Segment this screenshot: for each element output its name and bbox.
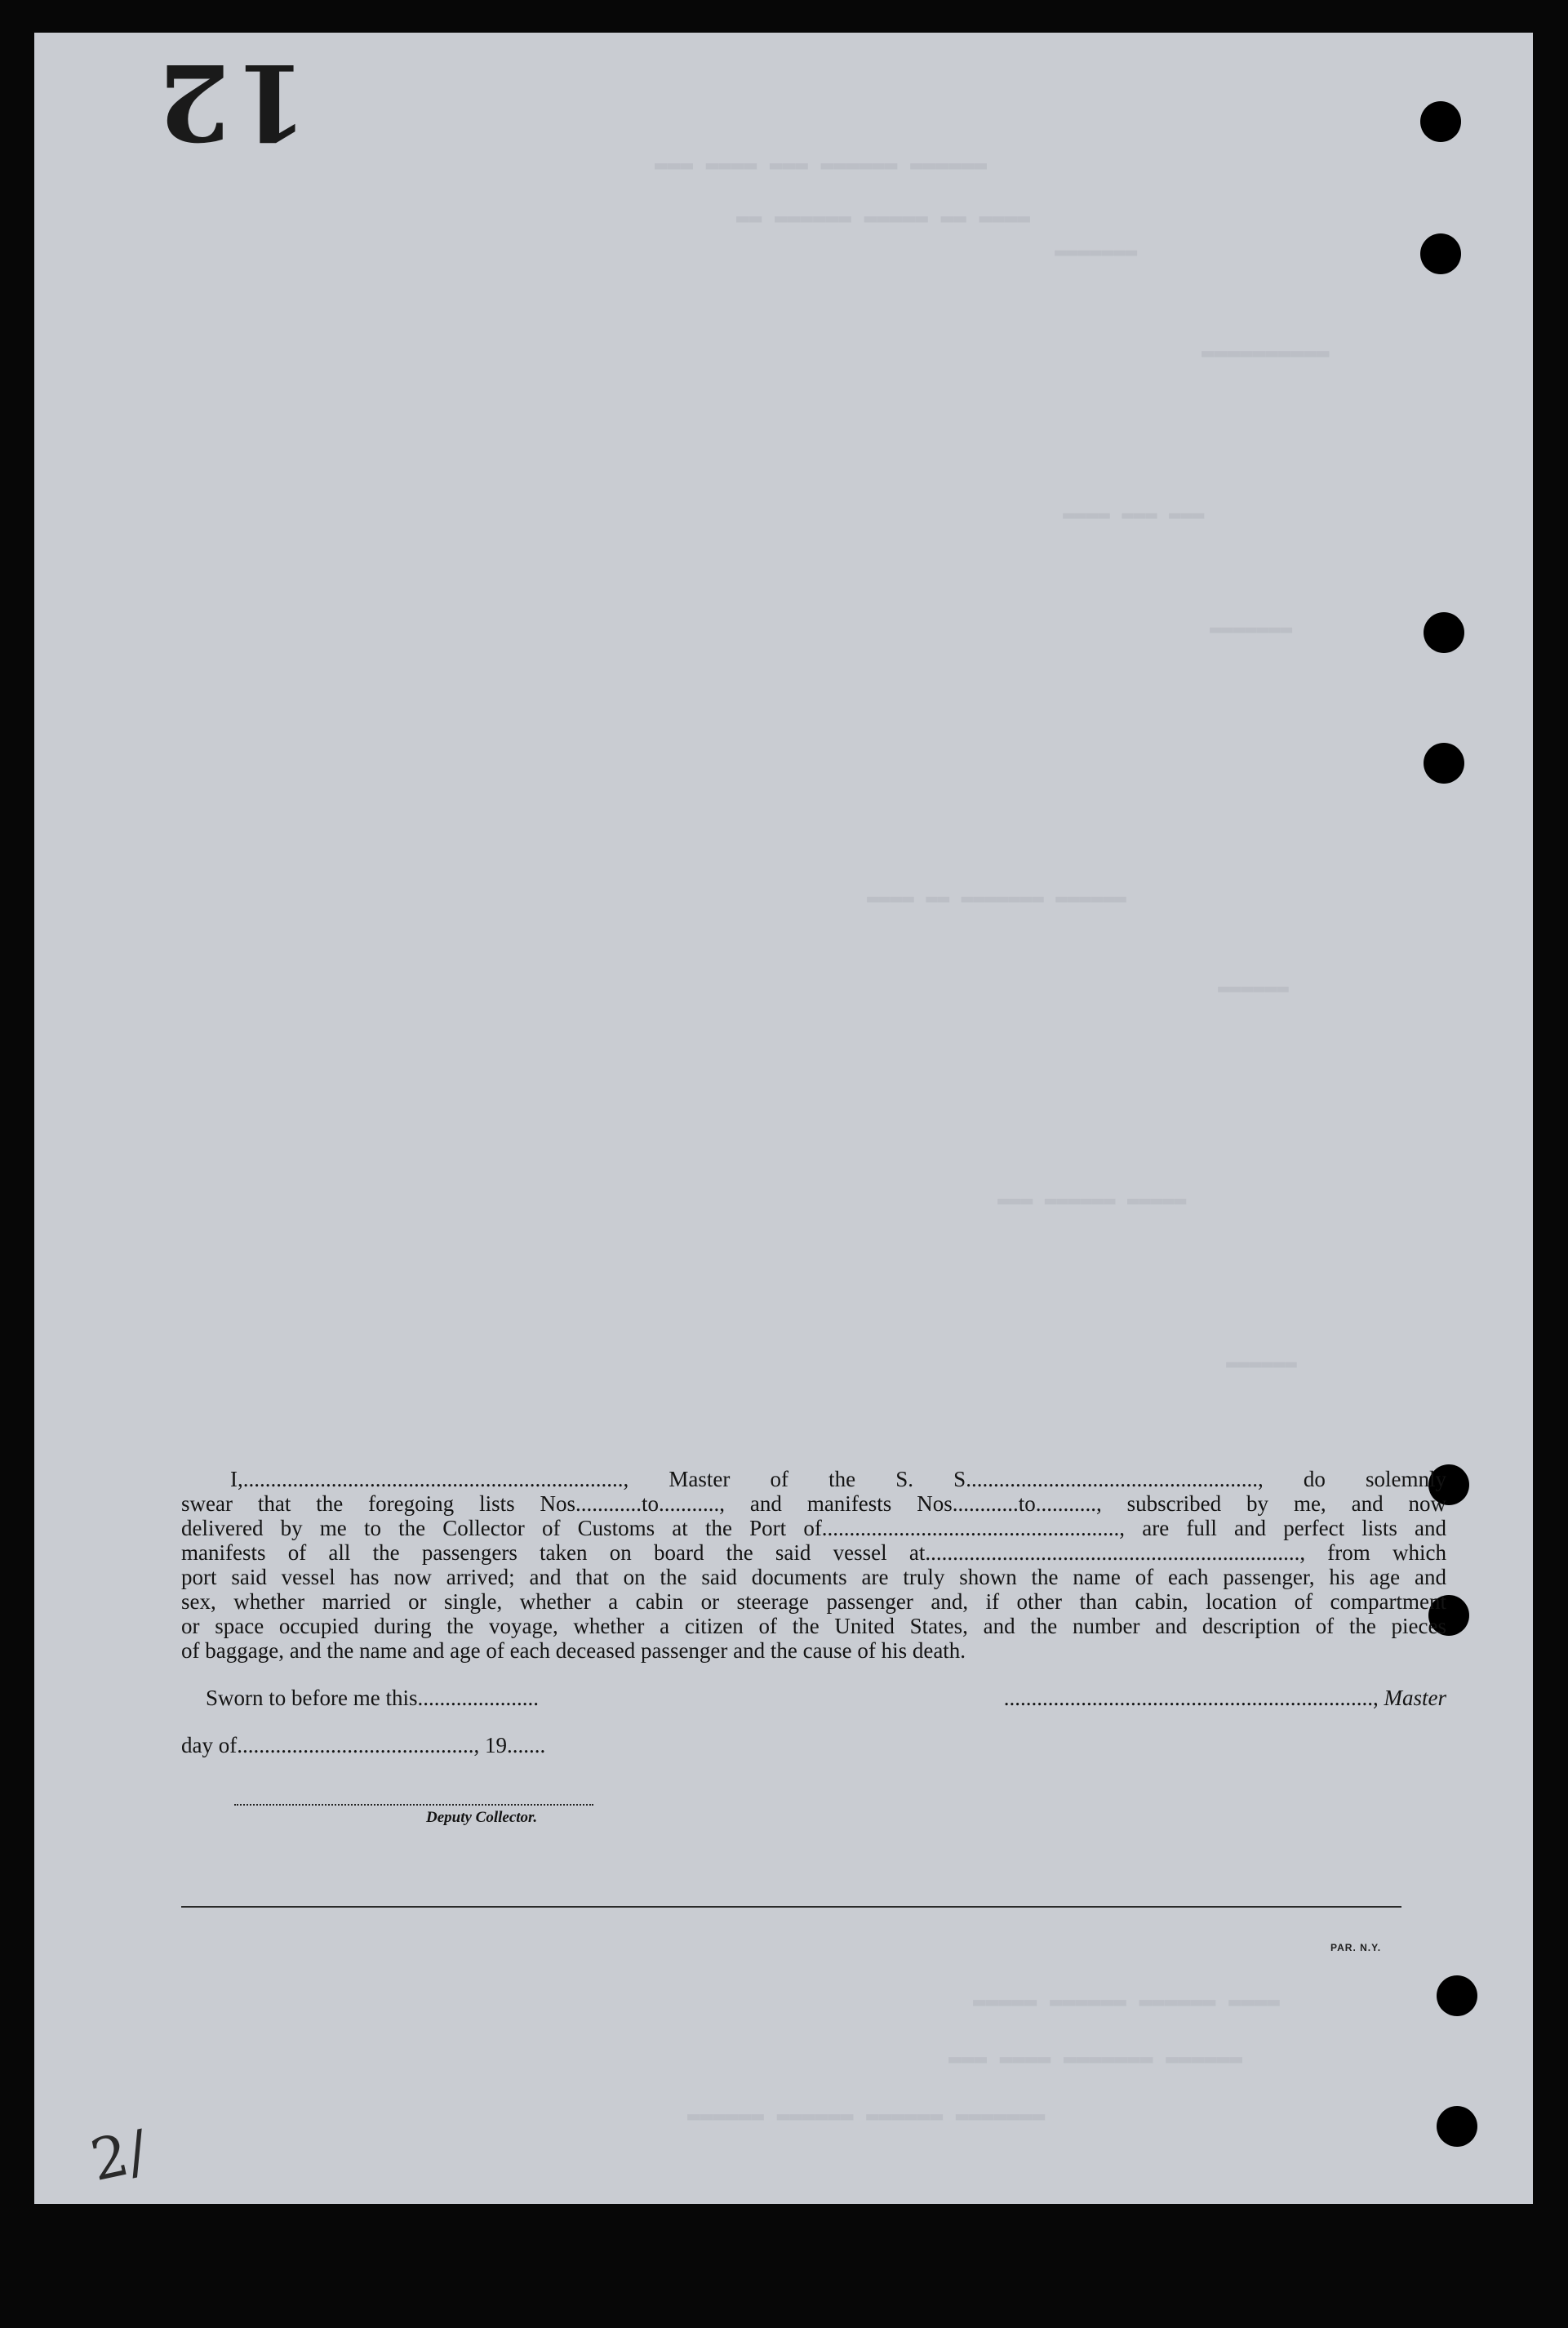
oath-line: delivered by me to the Collector of Customs at the Port of......................................................, are full and perfect lists and	[181, 1516, 1446, 1540]
sworn-text: Sworn to before me this......................	[206, 1686, 539, 1710]
master-label: Master	[1384, 1686, 1446, 1710]
oath-line: port said vessel has now arrived; and that on the said documents are truly shown the name of each passenger, his age and	[181, 1565, 1446, 1589]
master-signature	[1004, 1686, 1446, 1711]
oath-line: I,....................................................................., Master of the S. S....................................................., do solemnly	[230, 1467, 1446, 1491]
oath-line: or space occupied during the voyage, whether a citizen of the United States, and the number and description of the pieces	[181, 1614, 1446, 1638]
oath-line: manifests of all the passengers taken on board the said vessel at...................................................................., from which	[181, 1540, 1446, 1565]
punch-hole	[1437, 2106, 1477, 2147]
handwritten-mark: 2/	[85, 2117, 153, 2195]
punch-hole	[1424, 743, 1464, 784]
punch-hole	[1420, 101, 1461, 142]
oath-line: of baggage, and the name and age of each deceased passenger and the cause of his death.	[181, 1638, 966, 1663]
manifest-page: 12 ▬▬▬▬▬▬ ▬▬▬▬▬▬ ▬▬▬ ▬▬▬▬ ▬▬▬ ▬▬▬▬ ▬▬ ▬▬▬▬▬ ▬▬▬▬▬▬ ▬▬ ▬▬▬▬▬▬▬ ▬▬▬▬▬▬▬▬▬▬ ▬▬▬ ▬▬▬ ▬▬▬▬ ▬▬▬▬▬▬▬ ▬▬▬▬▬▬ ▬▬▬▬▬▬▬ ▬▬ ▬▬▬▬ ▬▬▬▬▬▬ ▬▬▬▬▬ ▬▬▬▬▬▬ ▬▬▬ ▬▬▬▬▬▬ ▬▬▬▬ ▬▬▬▬▬▬ ▬▬▬▬▬▬ ▬▬▬▬▬ ▬▬▬▬▬▬ ▬▬▬▬▬▬▬ ▬▬▬▬ ▬▬▬ ▬▬▬▬▬▬▬ ▬▬▬▬▬▬ ▬▬▬▬▬▬ ▬▬▬▬▬▬ I,....................................................................., Master of the S. S....................................................., do solemnly swear that the foregoing lists Nos............to..........., and manifests Nos............to..........., subscribed by me, and now delivered by me to the Collector of Customs at the Port of......................................................, are full and perfect lists and manifests of all the passengers taken on board the said vessel at...................................................................., from which port said vessel has now arrived; and that on the said documents are truly shown the name of each passenger, his age and sex, whether married or single, whether a cabin or steerage passenger and, if other than cabin, location of compartment or space occupied during the voyage, whether a citizen of the United States, and the number and description of the pieces of baggage, and the name and age of each deceased passenger and the cause of his death. Sworn to before me this...................... ..................................................................., Master day of..........................................., 19....... Deputy Collector. PAR. N.Y. 2/	[34, 33, 1533, 2204]
punch-hole	[1420, 233, 1461, 274]
oath-line: sex, whether married or single, whether a cabin or steerage passenger and, if other than cabin, location of compartment	[181, 1589, 1446, 1614]
page-number: 12	[153, 40, 309, 162]
day-text: day of..........................................., 19.......	[181, 1733, 546, 1757]
punch-hole	[1437, 1975, 1477, 2016]
punch-hole	[1424, 612, 1464, 653]
day-row	[181, 1733, 1446, 1758]
deputy-signature-line	[234, 1804, 593, 1806]
deputy-collector-label: Deputy Collector.	[426, 1809, 538, 1826]
oath-paragraph	[181, 1467, 1446, 1663]
master-signature-line: ...................................................................,	[1003, 1686, 1384, 1710]
sworn-row	[181, 1686, 1446, 1711]
horizontal-rule	[181, 1906, 1401, 1908]
oath-line: swear that the foregoing lists Nos............to..........., and manifests Nos............to..........., subscribed by me, and now	[181, 1491, 1446, 1516]
printer-mark: PAR. N.Y.	[1330, 1942, 1382, 1953]
